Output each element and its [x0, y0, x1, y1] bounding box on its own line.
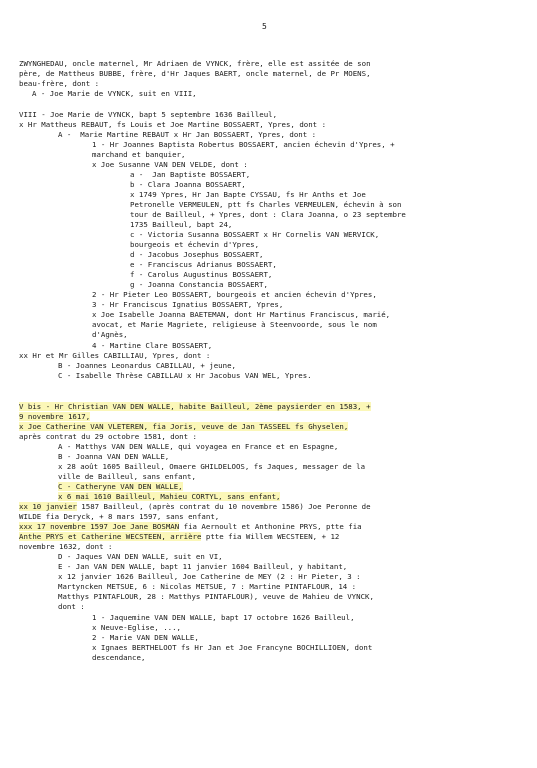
text-line: d - Jacobus Josephus BOSSAERT,	[130, 250, 264, 259]
text-line: dont :	[58, 602, 85, 611]
text-line: B - Joanna VAN DEN WALLE,	[58, 452, 170, 461]
text-line: E - Jan VAN DEN WALLE, bapt 11 janvier 1604 Bailleul, y habitant,	[58, 562, 348, 571]
text-line: A - Matthys VAN DEN WALLE, qui voyagea en France et en Espagne,	[58, 442, 339, 451]
text-line: xx 10 janvier 1587 Bailleul, (après contrat du 10 novembre 1586) Joe Peronne de	[19, 502, 371, 511]
text-line: Petronelle VERMEULEN, ptt fs Charles VERMEULEN, échevin à son	[130, 200, 402, 209]
text-line: x 12 janvier 1626 Bailleul, Joe Catherine de MEY (2 : Hr Pieter, 3 :	[58, 572, 361, 581]
text-line: avocat, et Marie Magriete, religieuse à Steenvoorde, sous le nom	[92, 320, 377, 329]
highlighted-text: xxx 17 novembre 1597 Joe Jane BOSMAN	[19, 522, 180, 531]
text-line: 2 - Hr Pieter Leo BOSSAERT, bourgeois et ancien échevin d'Ypres,	[92, 290, 377, 299]
text-line: 2 - Marie VAN DEN WALLE,	[92, 633, 199, 642]
text-line	[19, 422, 348, 432]
text-line: bourgeois et échevin d'Ypres,	[130, 240, 260, 249]
text-line: A - Marie Martine REBAUT x Hr Jan BOSSAERT, Ypres, dont :	[58, 130, 317, 139]
text-line: d'Agnès,	[92, 330, 128, 339]
highlighted-text: 9 novembre 1617,	[19, 412, 91, 421]
text-line: xxx 17 novembre 1597 Joe Jane BOSMAN fia Aernoult et Anthonine PRYS, ptte fia	[19, 522, 362, 531]
text-line: B - Joannes Leonardus CABILLAU, + jeune,	[58, 361, 236, 370]
text-line: x Hr Mattheus REBAUT, fs Louis et Joe Martine BOSSAERT, Ypres, dont :	[19, 120, 327, 129]
text-line: a - Jan Baptiste BOSSAERT,	[130, 170, 251, 179]
text-line: père, de Mattheus BUBBE, frère, d'Hr Jaques BAERT, oncle maternel, de Pr MOENS,	[19, 69, 371, 78]
text-line: ville de Bailleul, sans enfant,	[58, 472, 196, 481]
text-line: x Joe Isabelle Joanna BAETEMAN, dont Hr Martinus Franciscus, marié,	[92, 310, 391, 319]
text-line: après contrat du 29 octobre 1581, dont :	[19, 432, 197, 441]
text-line	[19, 412, 90, 422]
text-line: Matthys PINTAFLOUR, 28 : Matthys PINTAFLOUR), veuve de Mahieu de VYNCK,	[58, 592, 374, 601]
text-line: 4 - Martine Clare BOSSAERT,	[92, 341, 213, 350]
text-line: x 28 août 1605 Bailleul, Omaere GHILDELOOS, fs Jaques, messager de la	[58, 462, 366, 471]
text-line: 1 - Hr Joannes Baptista Robertus BOSSAERT, ancien échevin d'Ypres, +	[92, 140, 395, 149]
text-line: f - Carolus Augustinus BOSSAERT,	[130, 270, 273, 279]
text-line: WILDE fia Deryck, + 8 mars 1597, sans enfant,	[19, 512, 220, 521]
text-line: x Ignaes BERTHELOOT fs Hr Jan et Joe Francyne BOCHILLIOEN, dont	[92, 643, 373, 652]
text-line: Anthe PRYS et Catherine WECSTEEN, arrière ptte fia Willem WECSTEEN, + 12	[19, 532, 340, 541]
text-line: b - Clara Joanna BOSSAERT,	[130, 180, 246, 189]
text-line: ZWYNGHEDAU, oncle maternel, Mr Adriaen de VYNCK, frère, elle est assitée de son	[19, 59, 371, 68]
text-line: 1735 Bailleul, bapt 24,	[130, 220, 233, 229]
highlighted-text: x Joe Catherine VAN VLETEREN, fia Joris, veuve de Jan TASSEEL fs Ghyselen,	[19, 422, 349, 431]
highlighted-text: xx 10 janvier	[19, 502, 77, 511]
text-line: e - Franciscus Adrianus BOSSAERT,	[130, 260, 277, 269]
text-line: marchand et banquier,	[92, 150, 186, 159]
text-line: 3 - Hr Franciscus Ignatius BOSSAERT, Ypres,	[92, 300, 284, 309]
text-line: D - Jaques VAN DEN WALLE, suit en VI,	[58, 552, 223, 561]
highlighted-text: V bis - Hr Christian VAN DEN WALLE, habite Bailleul, 2ème paysierder en 1583, +	[19, 402, 371, 411]
text-line: C - Isabelle Thrèse CABILLAU x Hr Jacobus VAN WEL, Ypres.	[58, 371, 312, 380]
highlighted-text: x 6 mai 1610 Bailleul, Mahieu CORTYL, sans enfant,	[58, 492, 281, 501]
text-line: tour de Bailleul, + Ypres, dont : Clara Joanna, o 23 septembre	[130, 210, 406, 219]
text-line	[58, 482, 183, 492]
text-line: descendance,	[92, 653, 146, 662]
text-line: VIII - Joe Marie de VYNCK, bapt 5 septembre 1636 Bailleul,	[19, 110, 278, 119]
text-line: xx Hr et Mr Gilles CABILLIAU, Ypres, dont :	[19, 351, 211, 360]
text-line: x Joe Susanne VAN DEN VELDE, dont :	[92, 160, 248, 169]
text-line: c - Victoria Susanna BOSSAERT x Hr Cornelis VAN WERVICK,	[130, 230, 380, 239]
text-line: Martyncken METSUE, 6 : Nicolas METSUE, 7 : Martine PINTAFLOUR, 14 :	[58, 582, 357, 591]
text-line	[19, 402, 371, 412]
text-line: x Neuve-Eglise, ...,	[92, 623, 181, 632]
text-line	[58, 492, 280, 502]
page-number: 5	[262, 22, 267, 31]
text-line: A - Joe Marie de VYNCK, suit en VIII,	[32, 89, 197, 98]
text-line: g - Joanna Constancia BOSSAERT,	[130, 280, 268, 289]
text-line: x 1749 Ypres, Hr Jan Bapte CYSSAU, fs Hr Anths et Joe	[130, 190, 366, 199]
text-line: beau-frère, dont :	[19, 79, 100, 88]
text-line: novembre 1632, dont :	[19, 542, 113, 551]
highlighted-text: Anthe PRYS et Catherine WECSTEEN, arrière	[19, 532, 202, 541]
text-line: 1 - Jaquemine VAN DEN WALLE, bapt 17 octobre 1626 Bailleul,	[92, 613, 355, 622]
highlighted-text: C - Catheryne VAN DEN WALLE,	[58, 482, 183, 491]
